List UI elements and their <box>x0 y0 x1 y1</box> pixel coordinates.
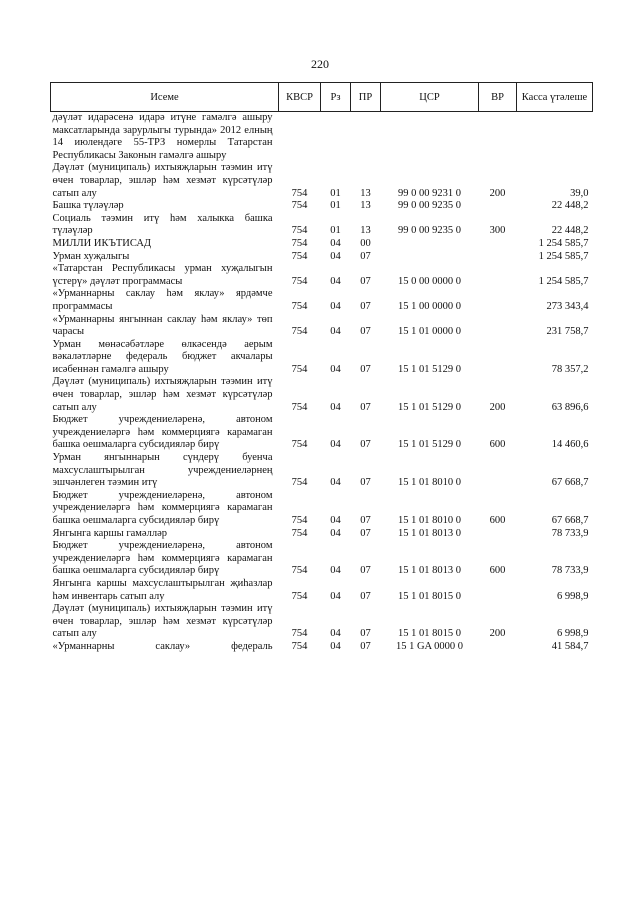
cell-csr <box>381 112 479 163</box>
cell-rz: 04 <box>330 275 341 287</box>
cell-csr <box>381 238 479 251</box>
cell-name: «Урманнарны саклау һәм яклау» ярдәмче программасы <box>52 288 273 312</box>
cell-amount: 41 584,7 <box>551 640 589 652</box>
cell-name: Башка түләүләр <box>52 200 124 212</box>
cell-kvsr: 754 <box>291 477 308 489</box>
cell-rz: 04 <box>330 628 341 640</box>
header-name: Исеме <box>51 83 279 112</box>
cell-vr <box>479 200 517 213</box>
table-row <box>51 314 593 339</box>
cell-vr <box>479 314 517 339</box>
cell-vr <box>479 452 517 490</box>
table-row <box>51 540 593 578</box>
cell-rz: 04 <box>330 515 341 526</box>
cell-pr <box>351 112 381 163</box>
cell-amount: 1 254 585,7 <box>538 275 589 287</box>
cell-name: «Урманнарны саклау» федераль <box>52 640 273 652</box>
cell-amount: 63 896,6 <box>551 401 589 413</box>
cell-pr: 07 <box>360 515 371 526</box>
header-kvsr: КВСР <box>279 83 321 112</box>
cell-rz: 04 <box>330 565 341 577</box>
cell-csr <box>381 251 479 264</box>
cell-csr: 15 1 01 5129 0 <box>398 363 461 375</box>
cell-vr <box>479 251 517 264</box>
cell-amount: 273 343,4 <box>546 300 589 312</box>
cell-kvsr <box>279 112 321 163</box>
cell-rz: 01 <box>330 200 341 212</box>
cell-name: Дәүләт (муниципаль) ихтыяҗларын тәэмин итү өчен товарлар, эшләр һәм хезмәт күрсәтүләр сатып алу <box>52 376 273 413</box>
cell-kvsr: 754 <box>291 439 308 451</box>
cell-csr: 15 1 01 8015 0 <box>398 590 461 602</box>
page-number: 220 <box>311 57 329 71</box>
cell-amount: 78 357,2 <box>551 363 589 375</box>
cell-pr: 07 <box>360 326 371 338</box>
table-header <box>51 83 593 112</box>
table-row <box>51 162 593 200</box>
cell-amount: 78 733,9 <box>551 527 589 539</box>
table-row <box>51 200 593 213</box>
table-row <box>51 641 593 654</box>
cell-vr <box>479 528 517 541</box>
cell-rz: 04 <box>330 477 341 489</box>
table-row <box>51 213 593 238</box>
cell-rz: 01 <box>330 225 341 237</box>
cell-kvsr: 754 <box>291 237 308 249</box>
cell-csr: 15 1 01 5129 0 <box>398 401 461 413</box>
cell-csr: 15 1 01 8013 0 <box>398 527 461 539</box>
cell-pr: 07 <box>360 300 371 312</box>
cell-vr: 600 <box>489 515 506 526</box>
cell-vr <box>479 112 517 163</box>
cell-vr: 200 <box>489 401 506 413</box>
cell-rz: 04 <box>330 401 341 413</box>
cell-name: Бюджет учреждениеләренә, автоном учреждениеләргә һәм коммерциягә карамаган башка оешмаларга субсидияләр бирү <box>52 489 273 526</box>
cell-rz: 04 <box>330 326 341 338</box>
cell-vr: 600 <box>489 439 506 451</box>
cell-csr: 99 0 00 9231 0 <box>398 187 461 199</box>
cell-vr: 300 <box>489 225 506 237</box>
cell-pr: 13 <box>360 225 371 237</box>
cell-kvsr: 754 <box>291 250 308 262</box>
table-row <box>51 603 593 641</box>
header-vr: ВР <box>479 83 517 112</box>
table-row <box>51 528 593 541</box>
cell-amount: 39,0 <box>570 187 589 199</box>
cell-amount: 1 254 585,7 <box>538 250 589 262</box>
cell-pr: 07 <box>360 439 371 451</box>
cell-amount: 6 998,9 <box>557 590 589 602</box>
cell-vr <box>479 641 517 654</box>
cell-pr: 07 <box>360 275 371 287</box>
cell-pr: 07 <box>360 640 371 652</box>
cell-rz: 04 <box>330 640 341 652</box>
cell-name: Бюджет учреждениеләренә, автоном учреждениеләргә һәм коммерциягә карамаган башка оешмаларга субсидияләр бирү <box>52 540 273 577</box>
cell-pr: 00 <box>360 237 371 249</box>
table-row <box>51 414 593 452</box>
cell-csr: 15 1 01 8013 0 <box>398 565 461 577</box>
table-row <box>51 263 593 288</box>
cell-rz: 04 <box>330 300 341 312</box>
header-rz: Рз <box>321 83 351 112</box>
cell-vr <box>479 339 517 377</box>
cell-amount: 67 668,7 <box>551 515 589 526</box>
cell-rz: 04 <box>330 250 341 262</box>
cell-vr: 200 <box>489 187 506 199</box>
cell-pr: 07 <box>360 527 371 539</box>
table-row <box>51 288 593 313</box>
cell-csr: 15 1 01 8010 0 <box>398 515 461 526</box>
cell-kvsr: 754 <box>291 515 308 526</box>
cell-rz: 04 <box>330 363 341 375</box>
cell-rz: 04 <box>330 237 341 249</box>
cell-amount: 6 998,9 <box>557 628 589 640</box>
cell-pr: 07 <box>360 590 371 602</box>
cell-name: Янгынга каршы гамәлләр <box>52 527 167 539</box>
cell-pr: 07 <box>360 477 371 489</box>
cell-kvsr: 754 <box>291 640 308 652</box>
cell-amount <box>517 112 593 163</box>
cell-kvsr: 754 <box>291 225 308 237</box>
cell-kvsr: 754 <box>291 628 308 640</box>
table-row <box>51 251 593 264</box>
cell-csr: 15 1 01 0000 0 <box>398 326 461 338</box>
cell-pr: 07 <box>360 628 371 640</box>
header-csr: ЦСР <box>381 83 479 112</box>
cell-kvsr: 754 <box>291 300 308 312</box>
cell-kvsr: 754 <box>291 326 308 338</box>
cell-kvsr: 754 <box>291 275 308 287</box>
cell-rz: 04 <box>330 590 341 602</box>
table-row <box>51 238 593 251</box>
cell-csr: 15 1 01 8010 0 <box>398 477 461 489</box>
cell-name: Бюджет учреждениеләренә, автоном учреждениеләргә һәм коммерциягә карамаган башка оешмаларга субсидияләр бирү <box>52 414 273 451</box>
cell-kvsr: 754 <box>291 363 308 375</box>
cell-kvsr: 754 <box>291 565 308 577</box>
cell-name: Дәүләт (муниципаль) ихтыяҗларын тәэмин итү өчен товарлар, эшләр һәм хезмәт күрсәтүләр сатып алу <box>52 603 273 640</box>
header-amount: Касса үтәлеше <box>517 83 593 112</box>
cell-name: Урман мөнәсәбәтләре өлкәсендә аерым вәкаләтләрне федераль бюджет акчалары исәбеннән гамәлгә ашыру <box>52 338 273 375</box>
cell-csr: 15 1 00 0000 0 <box>398 300 461 312</box>
cell-amount: 78 733,9 <box>551 565 589 577</box>
cell-kvsr: 754 <box>291 590 308 602</box>
cell-csr: 15 1 GA 0000 0 <box>395 640 464 652</box>
cell-vr <box>479 263 517 288</box>
budget-table <box>50 82 593 654</box>
cell-csr: 15 1 01 8015 0 <box>398 628 461 640</box>
cell-vr <box>479 578 517 603</box>
table-row <box>51 578 593 603</box>
cell-csr: 99 0 00 9235 0 <box>398 200 461 212</box>
cell-amount: 22 448,2 <box>551 200 589 212</box>
cell-kvsr: 754 <box>291 401 308 413</box>
cell-vr: 600 <box>489 565 506 577</box>
cell-csr: 99 0 00 9235 0 <box>398 225 461 237</box>
cell-vr <box>479 288 517 313</box>
cell-vr: 200 <box>489 628 506 640</box>
table-row <box>51 376 593 414</box>
table-row <box>51 490 593 528</box>
cell-name: дәүләт идарәсенә идарә итүне гамәлгә ашыру максатларында зарурлыгы турында» 2012 елның 14 июлендәге 55-ТРЗ номерлы Татарстан Республикасы Законын гамәлгә ашыру <box>52 112 273 161</box>
header-pr: ПР <box>351 83 381 112</box>
cell-name: Урман янгыннарын сүндерү буенча махсуслаштырылган учреждениеләрнең эшчәнлеген тәэмин итү <box>52 452 273 489</box>
cell-kvsr: 754 <box>291 200 308 212</box>
cell-pr: 13 <box>360 200 371 212</box>
cell-pr: 07 <box>360 565 371 577</box>
cell-name: МИЛЛИ ИКЪТИСАД <box>52 237 152 249</box>
cell-kvsr: 754 <box>291 527 308 539</box>
table-row <box>51 112 593 163</box>
table-row <box>51 452 593 490</box>
table-row <box>51 339 593 377</box>
cell-amount: 14 460,6 <box>551 439 589 451</box>
cell-rz <box>321 112 351 163</box>
cell-csr: 15 1 01 5129 0 <box>398 439 461 451</box>
cell-name: Социаль тәэмин итү һәм халыкка башка түләүләр <box>52 212 273 237</box>
cell-csr: 15 0 00 0000 0 <box>398 275 461 287</box>
cell-name: «Татарстан Республикасы урман хуҗалыгын үстерү» дәүләт программасы <box>52 263 273 287</box>
cell-rz: 01 <box>330 187 341 199</box>
cell-rz: 04 <box>330 527 341 539</box>
cell-name: Урман хуҗалыгы <box>52 250 130 262</box>
cell-amount: 22 448,2 <box>551 225 589 237</box>
cell-amount: 67 668,7 <box>551 477 589 489</box>
cell-pr: 07 <box>360 250 371 262</box>
cell-name: «Урманнарны янгыннан саклау һәм яклау» төп чарасы <box>52 313 273 338</box>
cell-name: Дәүләт (муниципаль) ихтыяҗларын тәэмин итү өчен товарлар, эшләр һәм хезмәт күрсәтүләр сатып алу <box>52 162 273 199</box>
cell-pr: 13 <box>360 187 371 199</box>
cell-pr: 07 <box>360 401 371 413</box>
cell-name: Янгынга каршы махсуслаштырылган җиһазлар һәм инвентарь сатып алу <box>52 577 273 602</box>
cell-rz: 04 <box>330 439 341 451</box>
cell-kvsr: 754 <box>291 187 308 199</box>
cell-amount: 1 254 585,7 <box>538 237 589 249</box>
cell-pr: 07 <box>360 363 371 375</box>
cell-vr <box>479 238 517 251</box>
cell-amount: 231 758,7 <box>546 326 589 338</box>
